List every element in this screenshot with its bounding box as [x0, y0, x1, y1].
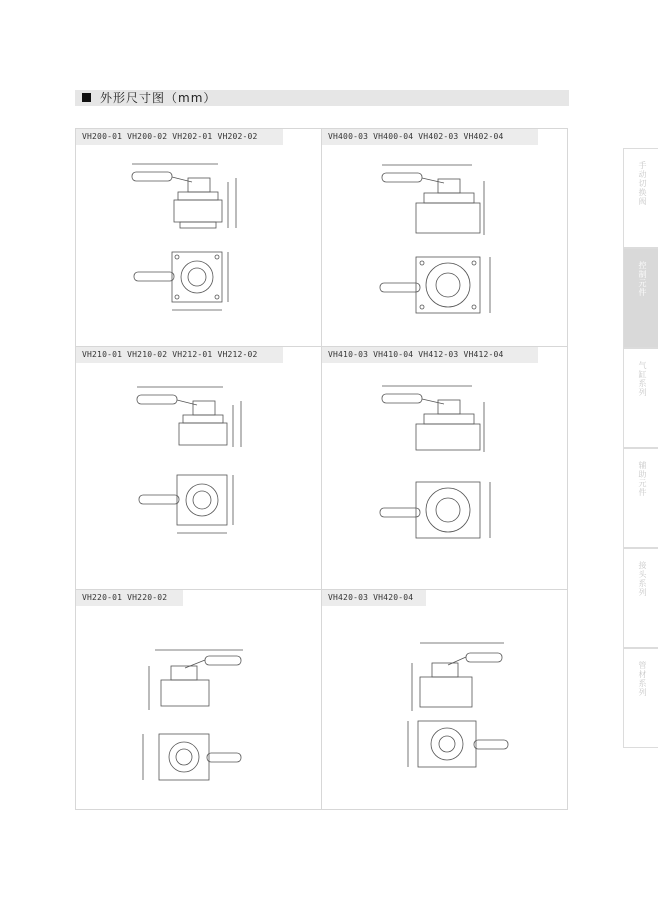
side-tab-label: 管材系列	[638, 661, 647, 697]
vh200-dimension-drawing	[120, 152, 260, 322]
vh410-dimension-drawing	[372, 378, 522, 548]
panel-label-vh400: VH400-03 VH400-04 VH402-03 VH402-04	[322, 129, 538, 145]
side-tab-label: 气缸系列	[638, 361, 647, 397]
vh420-dimension-drawing	[400, 633, 520, 783]
side-tab-label: 辅助元件	[638, 461, 647, 497]
panel-label-vh200: VH200-01 VH200-02 VH202-01 VH202-02	[76, 129, 283, 145]
panel-label-vh410: VH410-03 VH410-04 VH412-03 VH412-04	[322, 347, 538, 363]
side-tab-label: 接头系列	[638, 561, 647, 597]
vh210-dimension-drawing	[125, 375, 265, 545]
section-title: 外形尺寸图（mm）	[100, 91, 217, 105]
panel-label-vh420: VH420-03 VH420-04	[322, 590, 426, 606]
side-tab-fittings[interactable]	[623, 548, 658, 648]
side-tab-control-elements[interactable]	[623, 248, 658, 348]
side-tab-tubing[interactable]	[623, 648, 658, 748]
side-tab-label: 手动切换阀	[638, 161, 647, 206]
header-bullet-icon	[82, 93, 91, 102]
vh220-dimension-drawing	[135, 638, 255, 788]
panel-label-vh210: VH210-01 VH210-02 VH212-01 VH212-02	[76, 347, 283, 363]
vh400-dimension-drawing	[372, 155, 522, 325]
side-tab-manual-valve[interactable]	[623, 148, 658, 248]
side-tab-cylinders[interactable]	[623, 348, 658, 448]
grid-divider-vertical	[321, 128, 322, 810]
side-tab-auxiliary[interactable]	[623, 448, 658, 548]
side-tab-label: 控制元件	[638, 261, 647, 297]
panel-label-vh220: VH220-01 VH220-02	[76, 590, 183, 606]
